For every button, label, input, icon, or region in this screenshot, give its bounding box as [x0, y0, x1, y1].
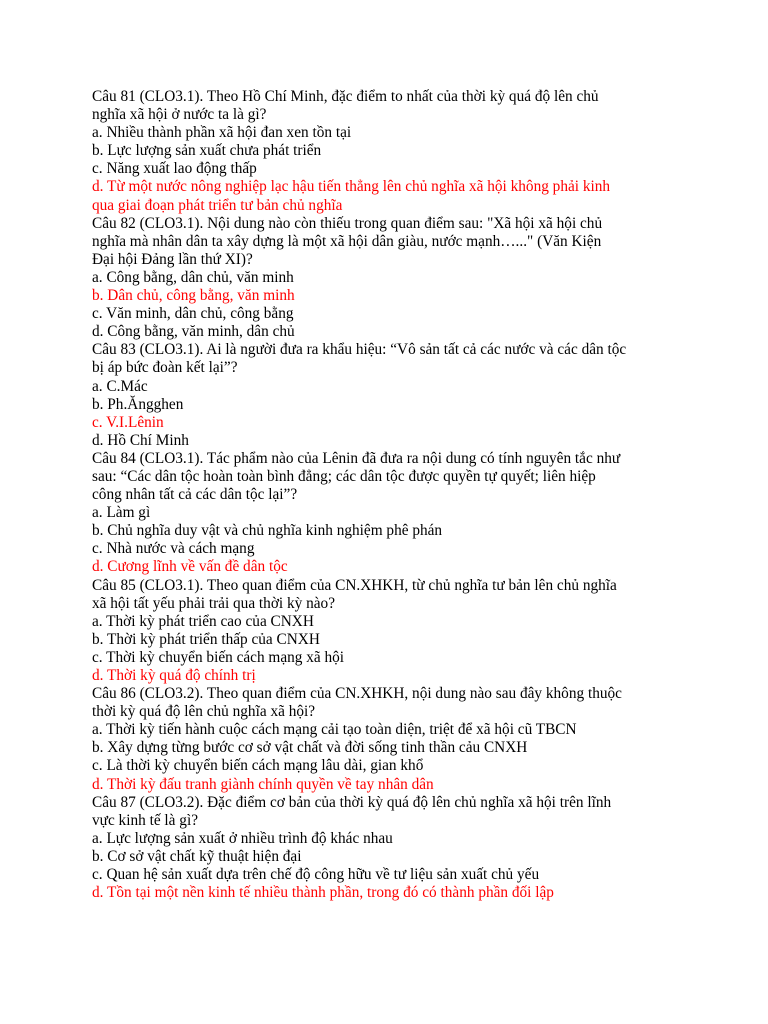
option-a: a. Thời kỳ tiến hành cuộc cách mạng cải tạo toàn diện, triệt để xã hội cũ TBCN — [92, 721, 577, 739]
question-text: Câu 82 (CLO3.1). Nội dung nào còn thiếu trong quan điểm sau: "Xã hội xã hội chủ nghĩa mà nhân dân ta xây dựng là một xã hội dân giàu, nước mạnh…..." (Văn Kiện Đại hội Đảng lần thứ XI)? — [92, 214, 603, 268]
option-b: b. Ph.Ăngghen — [92, 395, 184, 413]
option-d-correct: d. Tồn tại một nền kinh tế nhiều thành phần, trong đó có thành phần đối lập — [92, 884, 554, 902]
question-81 — [92, 88, 692, 215]
option-c: c. Văn minh, dân chủ, công bằng — [92, 305, 294, 323]
question-text: Câu 86 (CLO3.2). Theo quan điểm của CN.XHKH, nội dung nào sau đây không thuộc thời kỳ quá độ lên chủ nghĩa xã hội? — [92, 685, 622, 721]
option-c: c. Nhà nước và cách mạng — [92, 540, 255, 558]
question-86 — [92, 685, 692, 794]
question-text: Câu 85 (CLO3.1). Theo quan điểm của CN.XHKH, từ chủ nghĩa tư bản lên chủ nghĩa xã hội tất yếu phải trải qua thời kỳ nào? — [92, 576, 617, 612]
option-d: d. Công bằng, văn minh, dân chủ — [92, 323, 295, 341]
question-84 — [92, 450, 692, 577]
option-b: b. Chủ nghĩa duy vật và chủ nghĩa kinh nghiệm phê phán — [92, 522, 443, 540]
option-d-correct: d. Từ một nước nông nghiệp lạc hậu tiến thẳng lên chủ nghĩa xã hội không phải kinh qua giai đoạn phát triển tư bản chủ nghĩa — [92, 178, 611, 214]
option-c: c. Là thời kỳ chuyển biến cách mạng lâu dài, gian khổ — [92, 757, 424, 775]
option-c: c. Quan hệ sản xuất dựa trên chế độ công hữu về tư liệu sản xuất chủ yếu — [92, 866, 540, 884]
option-b: b. Cơ sở vật chất kỹ thuật hiện đại — [92, 847, 302, 865]
question-87 — [92, 794, 692, 903]
option-c-correct: c. V.I.Lênin — [92, 413, 164, 431]
question-85 — [92, 577, 692, 686]
option-c: c. Năng xuất lao động thấp — [92, 160, 257, 178]
option-a: a. Nhiều thành phần xã hội đan xen tồn tại — [92, 124, 352, 142]
option-c: c. Thời kỳ chuyển biến cách mạng xã hội — [92, 648, 345, 666]
option-b-correct: b. Dân chủ, công bằng, văn minh — [92, 287, 295, 305]
question-text: Câu 83 (CLO3.1). Ai là người đưa ra khẩu hiệu: “Vô sản tất cả các nước và các dân tộc bị áp bức đoàn kết lại”? — [92, 341, 627, 377]
option-a: a. C.Mác — [92, 377, 148, 395]
option-d-correct: d. Thời kỳ quá độ chính trị — [92, 667, 256, 684]
option-a: a. Thời kỳ phát triển cao của CNXH — [92, 612, 314, 630]
option-b: b. Thời kỳ phát triển thấp của CNXH — [92, 630, 320, 648]
option-d-correct: d. Thời kỳ đấu tranh giành chính quyền về tay nhân dân — [92, 775, 434, 793]
question-83 — [92, 341, 692, 450]
question-text: Câu 87 (CLO3.2). Đặc điểm cơ bản của thời kỳ quá độ lên chủ nghĩa xã hội trên lĩnh vực kinh tế là gì? — [92, 793, 612, 829]
option-d-correct: d. Cương lĩnh về vấn đề dân tộc — [92, 558, 288, 576]
question-text: Câu 84 (CLO3.1). Tác phẩm nào của Lênin đã đưa ra nội dung có tính nguyên tắc như sau: “Các dân tộc hoàn toàn bình đẳng; các dân tộc được quyền tự quyết; liên hiệp công nhân tất cả các dân tộc lại”? — [92, 449, 621, 504]
option-b: b. Xây dựng từng bước cơ sở vật chất và đời sống tinh thần cảu CNXH — [92, 739, 528, 757]
option-d: d. Hồ Chí Minh — [92, 431, 189, 449]
option-a: a. Lực lượng sản xuất ở nhiều trình độ khác nhau — [92, 829, 393, 847]
option-a: a. Công bằng, dân chủ, văn minh — [92, 268, 294, 286]
question-list — [92, 88, 692, 902]
question-82 — [92, 215, 692, 342]
option-b: b. Lực lượng sản xuất chưa phát triển — [92, 142, 322, 160]
question-text: Câu 81 (CLO3.1). Theo Hồ Chí Minh, đặc điểm to nhất của thời kỳ quá độ lên chủ nghĩa xã hội ở nước ta là gì? — [92, 88, 599, 124]
option-a: a. Làm gì — [92, 504, 151, 522]
